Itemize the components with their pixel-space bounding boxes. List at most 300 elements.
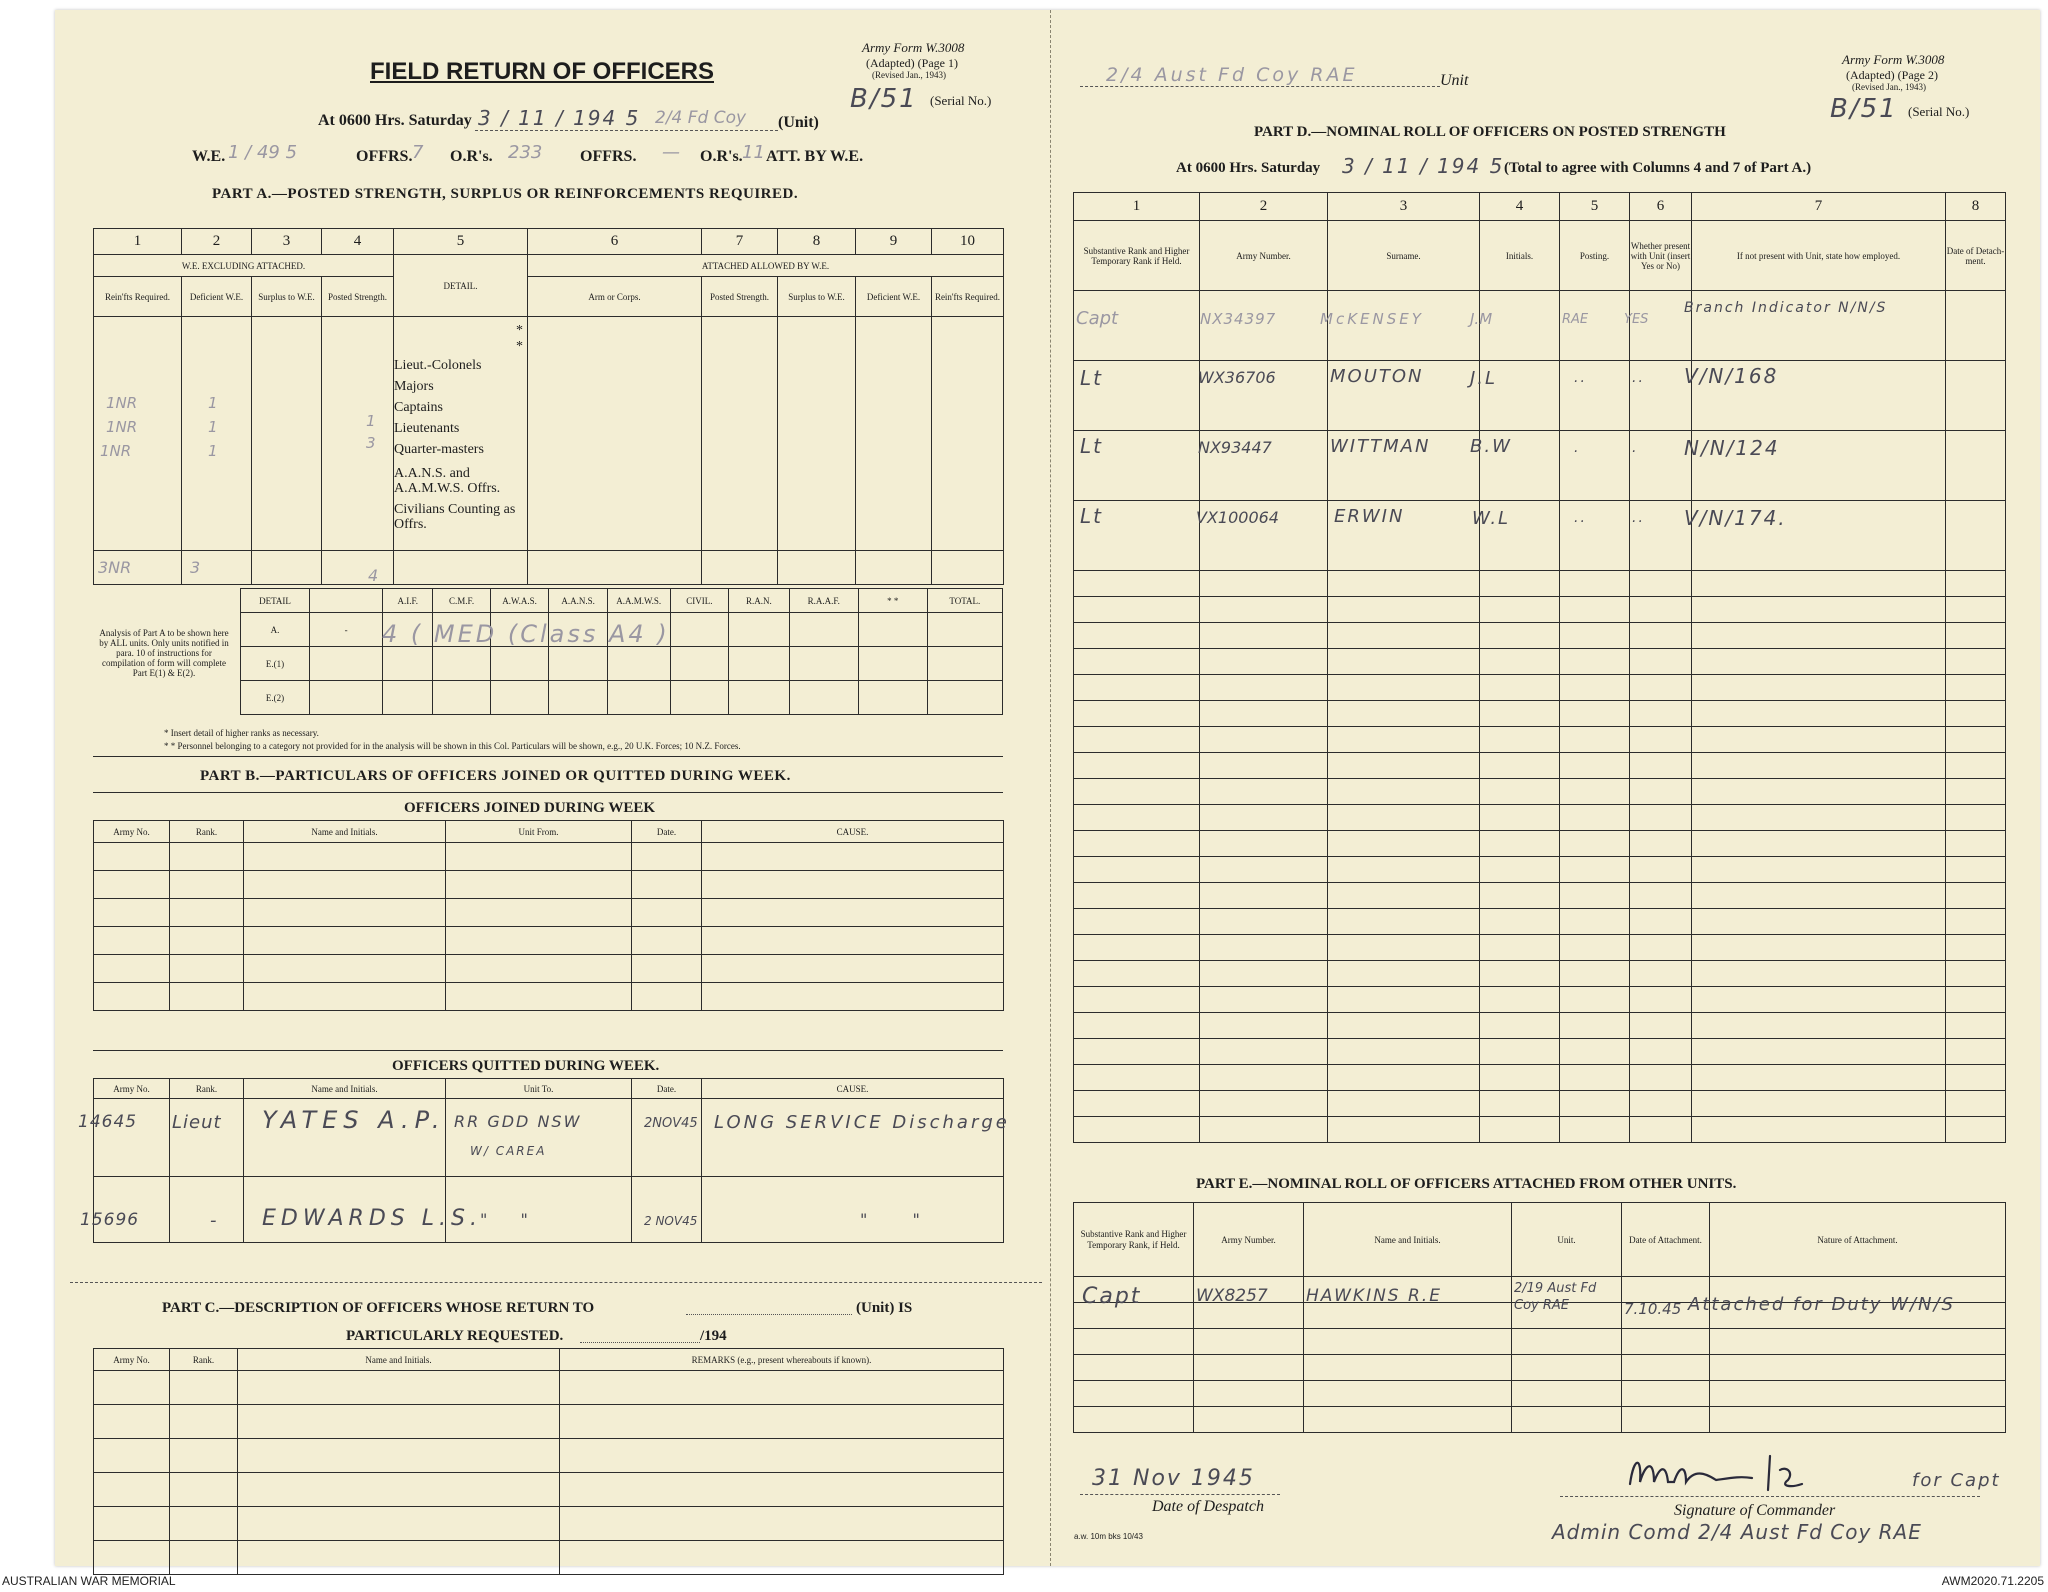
sub-header: Rein'fts Required. — [94, 277, 182, 317]
part-c-title-d: /194 — [700, 1328, 727, 1344]
ors-handwritten: 233 — [508, 142, 543, 163]
roll-cell — [1630, 831, 1692, 857]
serial-label: (Serial No.) — [930, 93, 992, 108]
part-e-header: Unit. — [1512, 1203, 1622, 1277]
roll-present: . — [1632, 440, 1639, 456]
roll-cell — [1630, 1117, 1692, 1143]
part-d-col-num: 4 — [1480, 193, 1560, 221]
roll-cell — [1560, 597, 1630, 623]
roll-cell — [1946, 501, 2006, 571]
attached-number: WX8257 — [1196, 1286, 1268, 1306]
roll-cell — [1200, 831, 1328, 857]
roll-cell — [1074, 1013, 1200, 1039]
quitted-date: 2 NOV45 — [644, 1214, 698, 1228]
roll-cell — [1328, 883, 1480, 909]
roll-row — [1074, 1065, 2006, 1091]
part-d-header: If not present with Unit, state how employed. — [1692, 221, 1946, 291]
attached-date: 7.10.45 — [1624, 1300, 1682, 1318]
roll-cell — [1630, 431, 1692, 501]
quitted-rank: - — [210, 1210, 219, 1231]
roll-cell — [1200, 987, 1328, 1013]
roll-cell — [1946, 571, 2006, 597]
roll-cell — [1480, 909, 1560, 935]
rank-label: Captains — [394, 400, 443, 415]
page2-serial-handwritten: B/51 — [1830, 94, 1898, 124]
quitted-rank: Lieut — [172, 1112, 222, 1133]
roll-cell — [1630, 571, 1692, 597]
roll-row — [1074, 831, 2006, 857]
roll-cell — [1946, 1039, 2006, 1065]
roll-cell — [1200, 1091, 1328, 1117]
roll-cell — [1692, 649, 1946, 675]
roll-cell — [1480, 779, 1560, 805]
roll-cell — [1946, 701, 2006, 727]
roll-cell — [1074, 1091, 1200, 1117]
roll-surname: McKENSEY — [1320, 310, 1424, 328]
roll-cell — [1630, 675, 1692, 701]
footer-left: AUSTRALIAN WAR MEMORIAL — [2, 1574, 176, 1588]
roll-cell — [1328, 1039, 1480, 1065]
roll-cell — [1328, 675, 1480, 701]
roll-cell — [1074, 1065, 1200, 1091]
roll-row — [1074, 571, 2006, 597]
date-handwritten: 3 / 11 / 194 5 — [478, 106, 641, 130]
roll-cell — [1074, 987, 1200, 1013]
roll-cell — [1074, 779, 1200, 805]
roll-cell — [1074, 623, 1200, 649]
roll-cell — [1200, 753, 1328, 779]
roll-cell — [1480, 753, 1560, 779]
roll-cell — [1328, 1117, 1480, 1143]
signature-handwritten: for Capt — [1912, 1470, 2001, 1491]
roll-cell — [1630, 649, 1692, 675]
roll-cell — [1560, 805, 1630, 831]
roll-cell — [1946, 857, 2006, 883]
roll-cell — [1480, 1065, 1560, 1091]
roll-cell — [1074, 883, 1200, 909]
roll-cell — [1692, 1039, 1946, 1065]
hw-cell: 1 — [208, 418, 218, 436]
quitted-cause: " " — [860, 1210, 940, 1229]
page-title: FIELD RETURN OF OFFICERS — [370, 58, 714, 85]
roll-cell — [1328, 857, 1480, 883]
roll-cell — [1328, 805, 1480, 831]
hw-cell: 1 — [366, 412, 376, 430]
roll-cell — [1480, 883, 1560, 909]
roll-cell — [1946, 431, 2006, 501]
roll-cell — [1480, 1039, 1560, 1065]
roll-cell — [1200, 1013, 1328, 1039]
col-num: 6 — [528, 229, 702, 255]
roll-cell — [1630, 701, 1692, 727]
roll-cell — [1692, 701, 1946, 727]
roll-initials: W.L — [1472, 508, 1511, 529]
joined-table — [93, 820, 1004, 1011]
hw-cell: 1NR — [106, 394, 138, 412]
roll-cell — [1560, 727, 1630, 753]
part-c-header: Army No. — [94, 1349, 170, 1371]
part-e-header: Nature of Attachment. — [1710, 1203, 2006, 1277]
part-c-title-c: PARTICULARLY REQUESTED. — [346, 1328, 564, 1344]
part-d-body — [1074, 291, 2006, 1143]
hw-cell: 1 — [208, 442, 218, 460]
roll-cell — [1074, 805, 1200, 831]
part-a-title: PART A.—POSTED STRENGTH, SURPLUS OR REINFORCEMENTS REQUIRED. — [212, 186, 799, 202]
analysis-header: C.M.F. — [433, 589, 490, 613]
roll-cell — [1328, 1065, 1480, 1091]
analysis-row-label: E.(1) — [241, 647, 310, 681]
roll-surname: MOUTON — [1330, 366, 1424, 387]
part-c-title-b: (Unit) IS — [856, 1300, 913, 1316]
roll-cell — [1630, 727, 1692, 753]
roll-cell — [1692, 1117, 1946, 1143]
hw-total: 3 — [190, 558, 201, 577]
roll-cell — [1692, 909, 1946, 935]
roll-cell — [1946, 883, 2006, 909]
roll-cell — [1560, 831, 1630, 857]
roll-cell — [1200, 597, 1328, 623]
roll-employed: V/N/168 — [1684, 364, 1779, 388]
unit-label: (Unit) — [778, 114, 819, 131]
signature-label: Signature of Commander — [1674, 1502, 1836, 1519]
roll-cell — [1946, 649, 2006, 675]
part-d-header: Army Number. — [1200, 221, 1328, 291]
rank-label: Quarter-masters — [394, 442, 484, 457]
col-num: 1 — [94, 229, 182, 255]
roll-cell — [1630, 753, 1692, 779]
roll-row — [1074, 961, 2006, 987]
attached-nature: Attached for Duty W/N/S — [1688, 1294, 1955, 1315]
roll-cell — [1074, 831, 1200, 857]
roll-cell — [1946, 909, 2006, 935]
analysis-row-label: A. — [241, 613, 310, 647]
serial-handwritten: B/51 — [850, 84, 918, 114]
col-num: 5 — [394, 229, 528, 255]
roll-initials: J.L — [1470, 368, 1498, 389]
roll-cell — [1630, 1065, 1692, 1091]
roll-rank: Lt — [1080, 366, 1103, 390]
page2-form-adapted: (Adapted) (Page 2) — [1846, 68, 1938, 82]
roll-cell — [1480, 1013, 1560, 1039]
part-e-header: Date of Attachment. — [1622, 1203, 1710, 1277]
roll-cell — [1074, 1039, 1200, 1065]
analysis-header: CIVIL. — [670, 589, 729, 613]
form-revised: (Revised Jan., 1943) — [872, 70, 946, 80]
analysis-header: DETAIL — [241, 589, 310, 613]
despatch-label: Date of Despatch — [1152, 1498, 1264, 1515]
roll-number: NX34397 — [1200, 310, 1277, 328]
sub-header: Deficient W.E. — [856, 277, 932, 317]
roll-cell — [1692, 571, 1946, 597]
roll-cell — [1200, 727, 1328, 753]
roll-row — [1074, 753, 2006, 779]
roll-row — [1074, 805, 2006, 831]
roll-employed: N/N/124 — [1684, 436, 1780, 460]
roll-row — [1074, 1091, 2006, 1117]
quitted-header: Name and Initials. — [244, 1079, 446, 1099]
roll-cell — [1480, 961, 1560, 987]
hw-cell: 1NR — [106, 418, 138, 436]
roll-cell — [1560, 1091, 1630, 1117]
joined-header: Rank. — [170, 821, 244, 843]
roll-number: NX93447 — [1198, 438, 1272, 457]
roll-cell — [1630, 909, 1692, 935]
roll-cell — [1480, 649, 1560, 675]
joined-header: Date. — [632, 821, 702, 843]
at-line-label: At 0600 Hrs. Saturday — [318, 112, 472, 129]
part-e-table — [1073, 1202, 2006, 1433]
part-c-table — [93, 1348, 1004, 1575]
quitted-cause: LONG SERVICE Discharge — [714, 1112, 1010, 1133]
roll-cell — [1200, 935, 1328, 961]
roll-cell — [1480, 571, 1560, 597]
roll-cell — [1560, 675, 1630, 701]
ors2-handwritten: 11 — [742, 142, 765, 163]
part-d-header: Whether present with Unit (insert Yes or No) — [1630, 221, 1692, 291]
roll-cell — [1480, 1117, 1560, 1143]
roll-cell — [1560, 987, 1630, 1013]
roll-cell — [1328, 753, 1480, 779]
roll-cell — [1692, 857, 1946, 883]
roll-initials: J.M — [1470, 310, 1493, 328]
sub-header: Posted Strength. — [702, 277, 778, 317]
roll-cell — [1630, 805, 1692, 831]
roll-cell — [1946, 753, 2006, 779]
col-num: 7 — [702, 229, 778, 255]
part-d-header: Initials. — [1480, 221, 1560, 291]
roll-cell — [1560, 361, 1630, 431]
roll-cell — [1074, 727, 1200, 753]
analysis-handwritten: 4 ( MED (Class A4 ) — [382, 620, 670, 648]
roll-cell — [1328, 649, 1480, 675]
roll-row — [1074, 675, 2006, 701]
part-d-col-num: 5 — [1560, 193, 1630, 221]
rank-label: A.A.N.S. and A.A.M.W.S. Offrs. — [394, 466, 501, 496]
sub-header: Surplus to W.E. — [778, 277, 856, 317]
roll-cell — [1946, 935, 2006, 961]
sub-header: Deficient W.E. — [182, 277, 252, 317]
roll-cell — [1692, 1065, 1946, 1091]
quitted-unit: RR GDD NSW — [454, 1112, 582, 1131]
roll-cell — [1560, 701, 1630, 727]
we-handwritten: 1 / 49 5 — [228, 142, 298, 163]
roll-cell — [1074, 1117, 1200, 1143]
analysis-header: A.W.A.S. — [490, 589, 549, 613]
quitted-title: OFFICERS QUITTED DURING WEEK. — [392, 1058, 660, 1074]
roll-cell — [1946, 291, 2006, 361]
page2-unit-label: Unit — [1440, 72, 1469, 89]
roll-cell — [1630, 857, 1692, 883]
joined-header: Unit From. — [446, 821, 632, 843]
col-num: 10 — [932, 229, 1004, 255]
roll-cell — [1946, 805, 2006, 831]
roll-cell — [1074, 675, 1200, 701]
roll-cell — [1480, 831, 1560, 857]
roll-cell — [1328, 779, 1480, 805]
analysis-header: R.A.A.F. — [789, 589, 858, 613]
attached-unit: 2/19 Aust Fd Coy RAE — [1514, 1281, 1597, 1313]
offrs2-handwritten: — — [662, 142, 680, 163]
roll-cell — [1692, 935, 1946, 961]
page2-unit-handwritten: 2/4 Aust Fd Coy RAE — [1106, 64, 1358, 86]
roll-cell — [1946, 361, 2006, 431]
roll-cell — [1074, 649, 1200, 675]
roll-cell — [1946, 987, 2006, 1013]
analysis-table: DETAIL A.I.F. C.M.F. A.W.A.S. A.A.N.S. A.A.M.W.S. CIVIL. R.A.N. R.A.A.F. * * TOTAL. A. - E.(1) E.(2) — [240, 588, 1003, 715]
roll-cell — [1200, 1039, 1328, 1065]
part-d-total-note: (Total to agree with Columns 4 and 7 of Part A.) — [1504, 160, 1812, 176]
roll-cell — [1630, 1013, 1692, 1039]
roll-cell — [1328, 961, 1480, 987]
roll-cell — [1480, 1091, 1560, 1117]
roll-cell — [1692, 961, 1946, 987]
roll-cell — [1560, 909, 1630, 935]
quitted-name: YATES A.P. — [262, 1106, 446, 1134]
roll-cell — [1560, 1117, 1630, 1143]
roll-cell — [1560, 883, 1630, 909]
part-d-date-handwritten: 3 / 11 / 194 5 — [1342, 154, 1505, 178]
roll-surname: WITTMAN — [1330, 436, 1431, 457]
detail-header: DETAIL. — [394, 255, 528, 317]
part-c-header: Name and Initials. — [238, 1349, 560, 1371]
hw-cell: 1NR — [100, 442, 132, 460]
roll-rank: Lt — [1080, 504, 1103, 528]
roll-cell — [1560, 1039, 1630, 1065]
roll-cell — [1480, 675, 1560, 701]
roll-cell — [1200, 961, 1328, 987]
roll-posting: .. — [1574, 510, 1587, 526]
quitted-date: 2NOV45 — [644, 1116, 698, 1131]
offrs-handwritten: 7 — [412, 142, 424, 163]
despatch-date-handwritten: 31 Nov 1945 — [1092, 1466, 1255, 1491]
print-code: a.w. 10m bks 10/43 — [1074, 1532, 1143, 1541]
roll-cell — [1560, 779, 1630, 805]
quitted-header: Rank. — [170, 1079, 244, 1099]
part-d-col-num: 8 — [1946, 193, 2006, 221]
roll-cell — [1560, 935, 1630, 961]
part-a-table: 1 2 3 4 5 6 7 8 9 10 W.E. EXCLUDING ATTACHED. DETAIL. ATTACHED ALLOWED BY W.E. Rein'fts Required. Deficient W.E. Surplus to W.E. Posted Strength. Arm or Corps. Posted Strength. Surplus to W.E. Deficient W.E. Rein'fts Required. * * Lieut.-Colonels Majors Captains Lieutenants Quarter-masters A.A.N.S. and A.A.M.W.S. Offrs. Civilians Counting as Offrs. — [93, 228, 1004, 585]
attached-rank: Capt — [1082, 1284, 1142, 1309]
roll-cell — [1692, 805, 1946, 831]
we-excl-header: W.E. EXCLUDING ATTACHED. — [94, 255, 394, 277]
analysis-header: A.A.M.W.S. — [607, 589, 670, 613]
roll-cell — [1328, 909, 1480, 935]
roll-cell — [1328, 987, 1480, 1013]
roll-cell — [1074, 701, 1200, 727]
roll-cell — [1200, 1065, 1328, 1091]
roll-cell — [1946, 779, 2006, 805]
analysis-header: TOTAL. — [927, 589, 1002, 613]
quitted-no: 15696 — [80, 1210, 140, 1230]
analysis-header: R.A.N. — [729, 589, 790, 613]
form-adapted: (Adapted) (Page 1) — [866, 56, 958, 70]
roll-number: VX100064 — [1196, 508, 1279, 527]
roll-cell — [1692, 727, 1946, 753]
footer-right: AWM2020.71.2205 — [1941, 1574, 2044, 1588]
part-d-col-num: 7 — [1692, 193, 1946, 221]
col-num: 3 — [252, 229, 322, 255]
roll-cell — [1200, 1117, 1328, 1143]
roll-row — [1074, 857, 2006, 883]
roll-cell — [1692, 779, 1946, 805]
rank-label: Civilians Counting as Offrs. — [394, 502, 516, 532]
roll-row — [1074, 883, 2006, 909]
roll-cell — [1200, 623, 1328, 649]
part-c-title-a: PART C.—DESCRIPTION OF OFFICERS WHOSE RETURN TO — [162, 1300, 595, 1316]
roll-cell — [1946, 1117, 2006, 1143]
roll-cell — [1560, 431, 1630, 501]
sub-header: Posted Strength. — [322, 277, 394, 317]
roll-cell — [1560, 1065, 1630, 1091]
attached-header: ATTACHED ALLOWED BY W.E. — [528, 255, 1004, 277]
unit-handwritten: 2/4 Fd Coy — [655, 108, 747, 128]
roll-cell — [1630, 779, 1692, 805]
analysis-header: A.I.F. — [383, 589, 433, 613]
roll-present: YES — [1624, 312, 1649, 327]
roll-cell — [1946, 831, 2006, 857]
roll-row — [1074, 727, 2006, 753]
roll-present: .. — [1632, 370, 1645, 386]
roll-employed: V/N/174. — [1684, 506, 1787, 530]
note-1: * Insert detail of higher ranks as necessary. — [164, 728, 319, 738]
joined-header: CAUSE. — [702, 821, 1004, 843]
roll-cell — [1946, 1091, 2006, 1117]
roll-cell — [1630, 987, 1692, 1013]
roll-posting: .. — [1574, 370, 1587, 386]
col-num: 2 — [182, 229, 252, 255]
quitted-header: CAUSE. — [702, 1079, 1004, 1099]
roll-cell — [1328, 935, 1480, 961]
col-num: 4 — [322, 229, 394, 255]
col-num: 9 — [856, 229, 932, 255]
roll-cell — [1200, 649, 1328, 675]
quitted-no: 14645 — [78, 1112, 138, 1132]
roll-row — [1074, 935, 2006, 961]
commander-signature — [1620, 1448, 1810, 1500]
roll-cell — [1946, 675, 2006, 701]
offrs2-label: OFFRS. — [580, 148, 637, 165]
roll-cell — [1560, 623, 1630, 649]
roll-cell — [1328, 1091, 1480, 1117]
page2-form-number: Army Form W.3008 — [1842, 52, 1945, 67]
part-d-header: Substantive Rank and Higher Temporary Rank if Held. — [1074, 221, 1200, 291]
analysis-note: Analysis of Part A to be shown here by ALL units. Only units notified in para. 10 of instructions for compilation of form will complete Part E(1) & E(2). — [99, 628, 229, 678]
roll-rank: Capt — [1076, 308, 1119, 329]
roll-cell — [1200, 675, 1328, 701]
roll-cell — [1560, 857, 1630, 883]
roll-cell — [1200, 805, 1328, 831]
roll-cell — [1630, 623, 1692, 649]
roll-cell — [1946, 1065, 2006, 1091]
hw-cell: 3 — [366, 434, 376, 452]
roll-cell — [1630, 961, 1692, 987]
hw-cell: 1 — [208, 394, 218, 412]
quitted-header: Date. — [632, 1079, 702, 1099]
joined-header: Name and Initials. — [244, 821, 446, 843]
roll-cell — [1560, 501, 1630, 571]
roll-row — [1074, 649, 2006, 675]
part-d-header: Surname. — [1328, 221, 1480, 291]
roll-row — [1074, 701, 2006, 727]
roll-cell — [1480, 987, 1560, 1013]
we-label: W.E. — [192, 148, 226, 165]
roll-row — [1074, 1039, 2006, 1065]
part-e-header: Name and Initials. — [1304, 1203, 1512, 1277]
part-c-header: Rank. — [170, 1349, 238, 1371]
part-d-col-num: 3 — [1328, 193, 1480, 221]
roll-cell — [1560, 571, 1630, 597]
part-d-title: PART D.—NOMINAL ROLL OF OFFICERS ON POSTED STRENGTH — [1254, 124, 1726, 140]
